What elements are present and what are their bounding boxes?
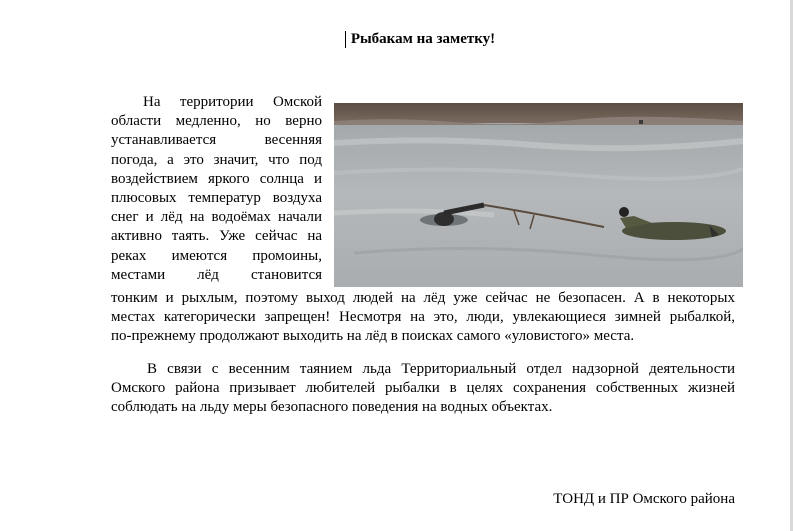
text-line: устанавливается весенняя [111,132,322,149]
paragraph-1-wrapped [111,93,322,285]
text-line: активно таять. Уже сейчас на [111,228,322,245]
text-line: местами лёд становится [111,266,322,283]
text-line: плюсовых температур воздуха [111,190,322,207]
text-line: реках имеются промоины, [111,247,322,264]
paragraph-2 [111,360,735,418]
text-line: В связи с весенним таянием льда Территориальный отдел надзорной деятельности [147,361,735,377]
text-line: области медленно, но верно [111,113,322,130]
text-line: Омского района призывает любителей рыбалки в целях сохранения собственных жизней [111,380,735,397]
paragraph-1-continued [111,289,735,347]
text-line: На территории Омской [143,94,322,110]
text-line: погода, а это значит, что под [111,151,322,168]
text-line: воздействием яркого солнца и [111,170,322,187]
ice-rescue-photo [334,103,743,287]
text-line: по-прежнему продолжают выходить на лёд в поисках самого «уловистого» места. [111,328,635,345]
signature: ТОНД и ПР Омского района [553,491,735,507]
text-line: тонким и рыхлым, поэтому выход людей на лёд уже сейчас не безопасен. А в некоторых [111,290,735,306]
text-line: местах категорически запрещен! Несмотря на это, люди, увлекающиеся зимней рыбалкой, [111,309,735,326]
text-line: соблюдать на льду меры безопасного поведения на водных объектах. [111,399,553,416]
document-title: Рыбакам на заметку! [350,31,496,47]
text-line: снег и лёд на водоёмах начали [111,209,322,226]
